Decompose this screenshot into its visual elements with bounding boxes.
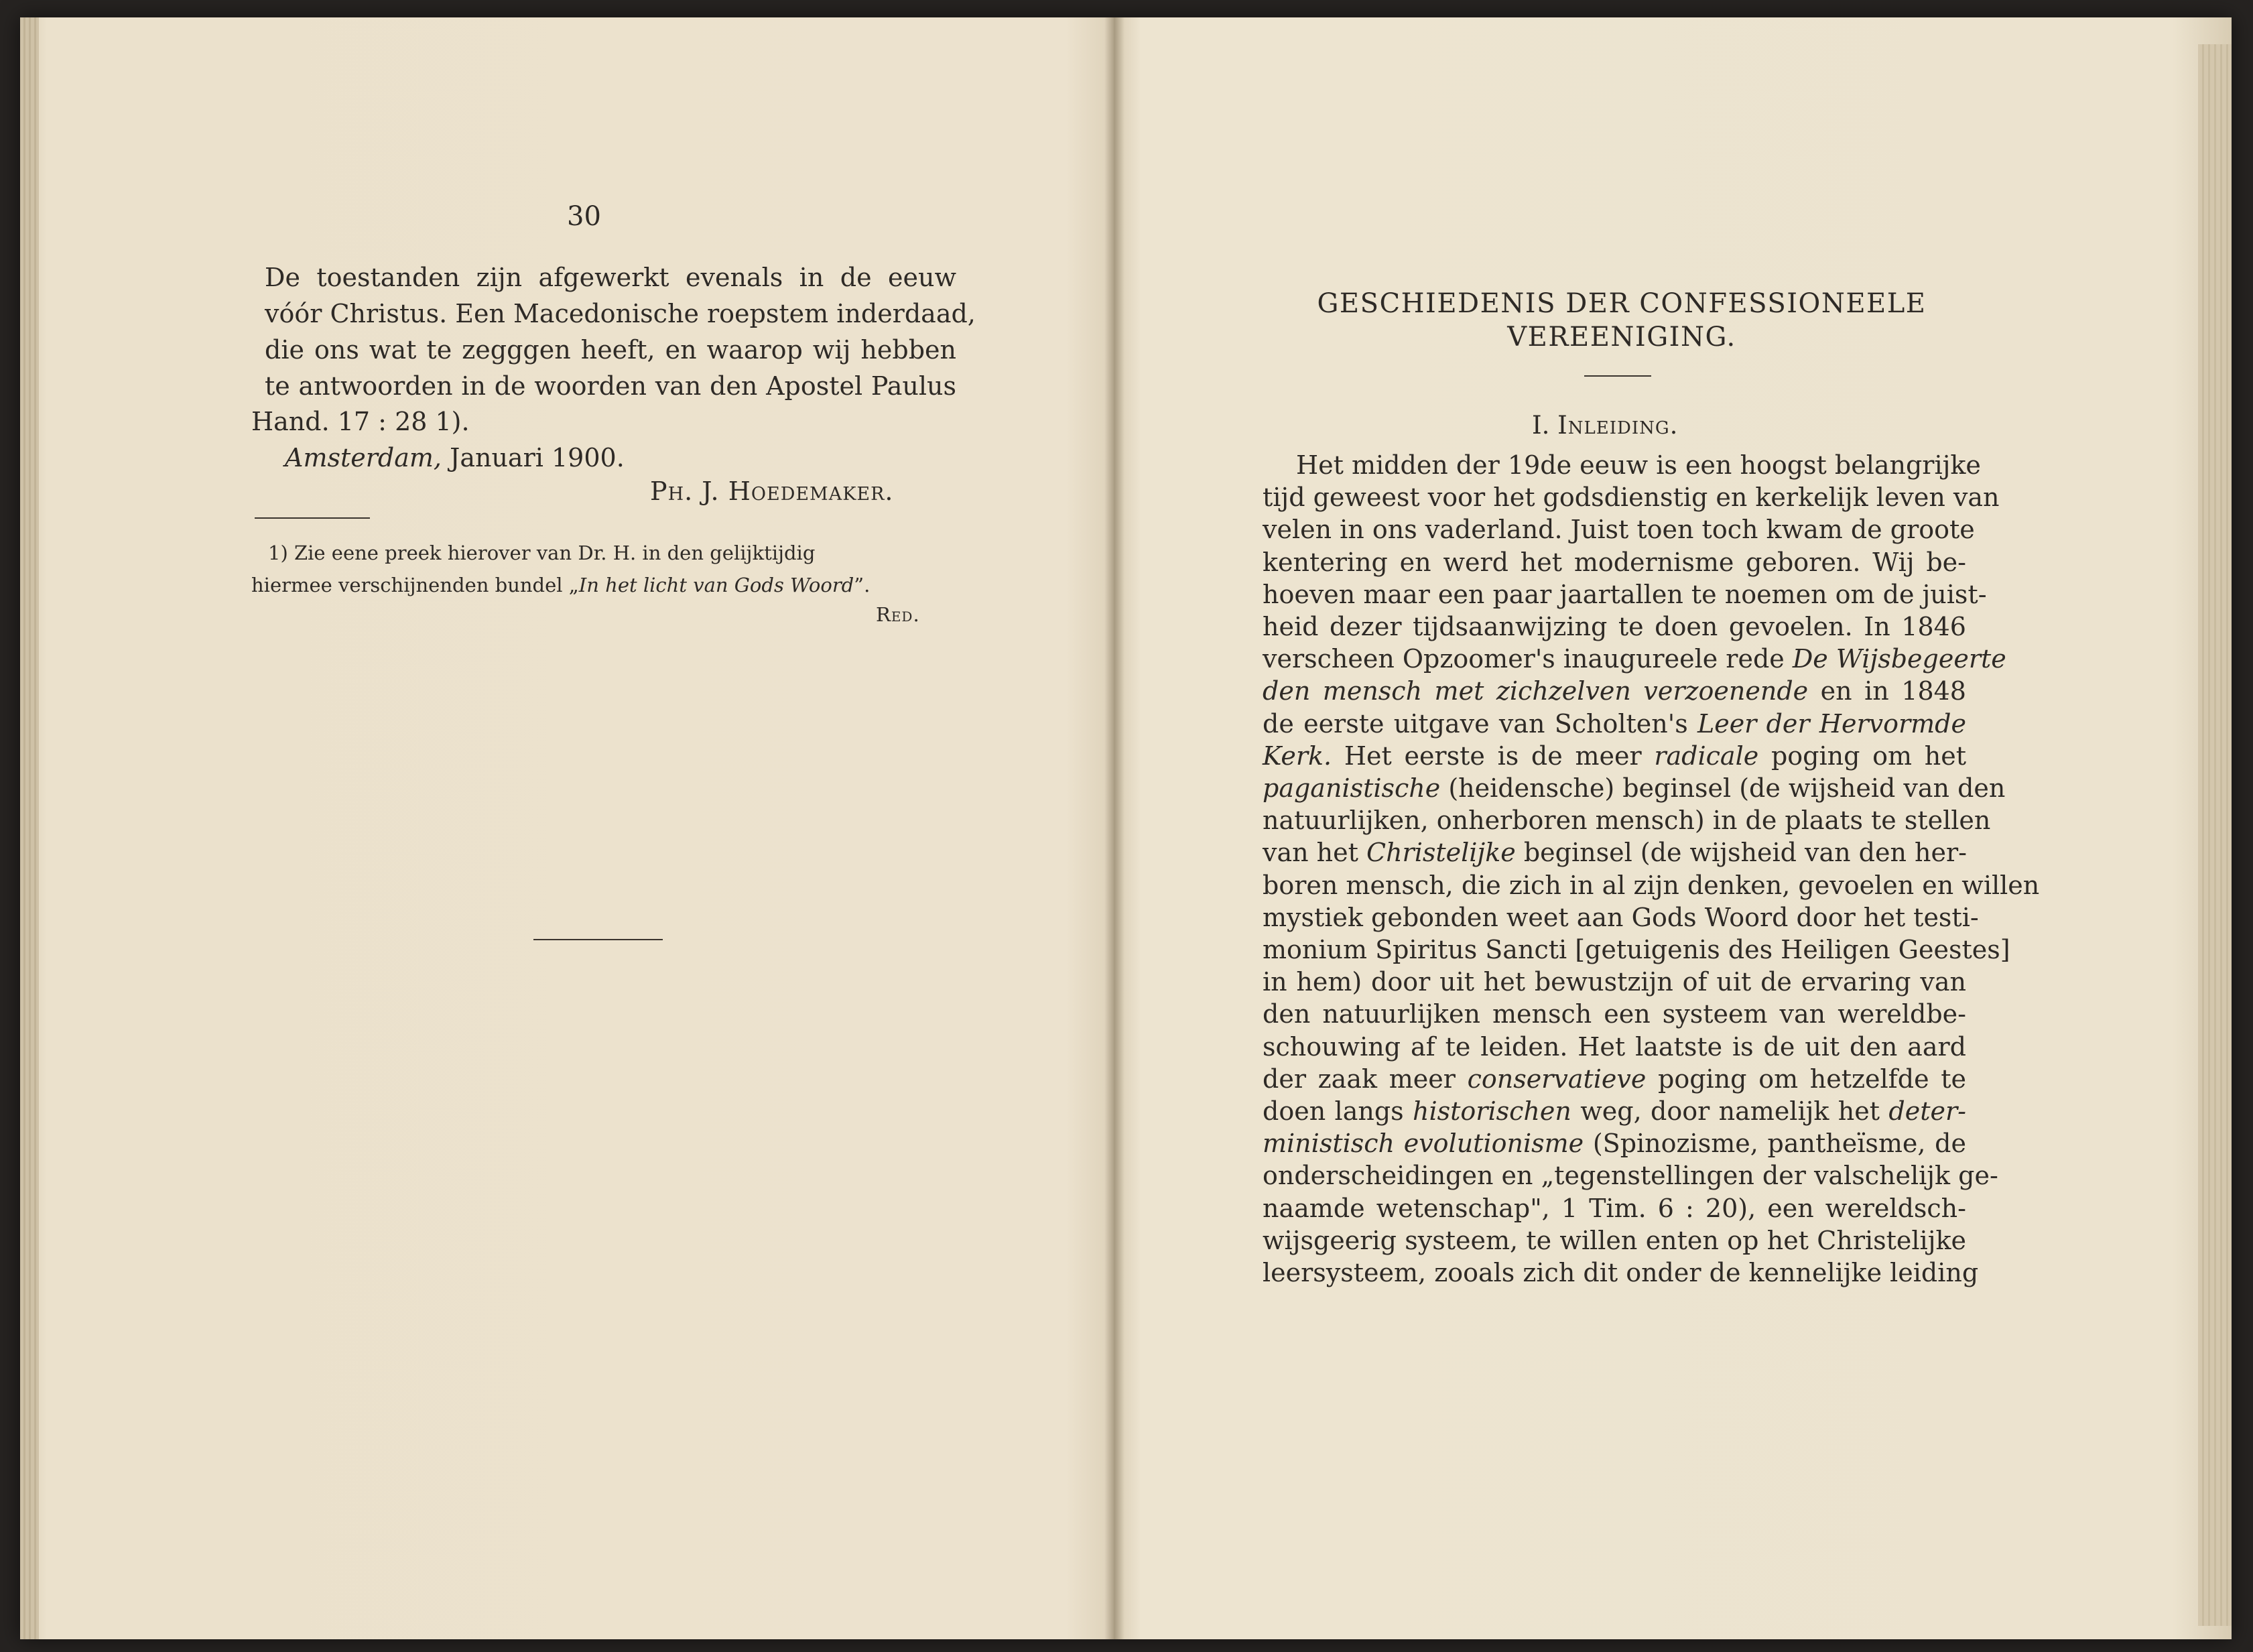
- body-line: [1263, 1226, 1966, 1255]
- italic-text: conservatieve: [1467, 1064, 1647, 1094]
- body-line: [1263, 838, 1966, 867]
- paragraph-line: De toestanden zijn afgewerkt evenals in de eeuw: [265, 263, 956, 292]
- book-gutter: [1104, 17, 1124, 1639]
- italic-text: Kerk.: [1263, 741, 1332, 771]
- left-page-edge: [20, 17, 39, 1639]
- title-rule: [1584, 375, 1651, 377]
- body-text: weg, door namelijk het: [1571, 1096, 1889, 1126]
- body-text: schouwing af te leiden. Het laatste is de uit den aard: [1263, 1032, 1966, 1062]
- body-line: [1263, 644, 2006, 674]
- body-text: beginsel (de wijsheid van den her-: [1515, 838, 1968, 867]
- footnote-text-end: ”.: [854, 574, 871, 596]
- italic-text: radicale: [1654, 741, 1759, 771]
- right-page-edge: [2198, 44, 2232, 1626]
- signature-date-text: Januari 1900.: [450, 443, 625, 472]
- body-text: poging om het: [1758, 741, 1966, 771]
- body-text: hoeven maar een paar jaartallen te noemen om de juist-: [1263, 580, 1987, 609]
- paragraph-line: die ons wat te zegggen heeft, en waarop wij hebben: [265, 335, 956, 365]
- paragraph-line: te antwoorden in de woorden van den Apostel Paulus: [265, 371, 956, 401]
- body-text: wijsgeerig systeem, te willen enten op het Christelijke: [1263, 1226, 1966, 1255]
- chapter-title-line2: VEREENIGING.: [1507, 322, 1736, 353]
- body-line: [1263, 612, 1966, 641]
- body-text: den natuurlijken mensch een systeem van wereldbe-: [1263, 999, 1966, 1029]
- body-line: [1263, 1064, 1966, 1094]
- body-text: leersysteem, zooals zich dit onder de kennelijke leiding: [1263, 1258, 1979, 1287]
- body-text: monium Spiritus Sancti [getuigenis des Heiligen Geestes]: [1263, 935, 2010, 964]
- body-line: [1263, 871, 2040, 900]
- body-line: [1263, 580, 1987, 609]
- section-heading: [1532, 409, 1678, 442]
- italic-text: Leer der Hervormde: [1697, 709, 1966, 739]
- body-line: [1263, 1032, 1966, 1062]
- footnote-book-title: In het licht van Gods Woord: [578, 574, 854, 596]
- body-text: mystiek gebonden weet aan Gods Woord door het testi-: [1263, 903, 1979, 932]
- section-number: I.: [1532, 411, 1550, 440]
- signature-place: Amsterdam,: [285, 443, 442, 472]
- italic-text: Christelijke: [1366, 838, 1516, 867]
- body-line: [1263, 999, 1966, 1029]
- body-text: boren mensch, die zich in al zijn denken, gevoelen en willen: [1263, 871, 2040, 900]
- body-line: [1263, 483, 2000, 512]
- body-text: verscheen Opzoomer's inaugureele rede: [1263, 644, 1793, 674]
- body-line: [1263, 1161, 1998, 1190]
- italic-text: den mensch met zichzelven verzoenende: [1263, 676, 1809, 706]
- paragraph-line: vóór Christus. Een Macedonische roepstem inderdaad,: [265, 299, 976, 328]
- footnote-line: [251, 574, 870, 596]
- body-text: kentering en werd het modernisme geboren. Wij be-: [1263, 548, 1966, 577]
- body-line: [1263, 515, 1975, 544]
- body-line: [1296, 450, 1981, 480]
- body-text: tijd geweest voor het godsdienstig en kerkelijk leven van: [1263, 483, 2000, 512]
- body-line: [1263, 1096, 1966, 1126]
- italic-text: deter-: [1888, 1096, 1966, 1126]
- body-text: doen langs: [1263, 1096, 1413, 1126]
- body-line: [1263, 773, 2006, 803]
- signature-date: [285, 441, 625, 474]
- body-line: [1263, 1129, 1966, 1158]
- italic-text: De Wijsbegeerte: [1792, 644, 2006, 674]
- body-text: heid dezer tijdsaanwijzing te doen gevoelen. In 1846: [1263, 612, 1966, 641]
- body-text: naamde wetenschap", 1 Tim. 6 : 20), een wereldsch-: [1263, 1194, 1966, 1223]
- italic-text: historischen: [1413, 1096, 1571, 1126]
- body-text: (heidensche) beginsel (de wijsheid van den: [1440, 773, 2006, 803]
- body-text: (Spinozisme, pantheïsme, de: [1584, 1129, 1966, 1158]
- section-title: Inleiding.: [1557, 411, 1679, 440]
- body-text: en in 1848: [1808, 676, 1966, 706]
- body-text: velen in ons vaderland. Juist toen toch kwam de groote: [1263, 515, 1975, 544]
- left-page: [20, 17, 1114, 1639]
- chapter-title-line1: GESCHIEDENIS DER CONFESSIONEELE: [1317, 288, 1927, 319]
- footnote-signature: Red.: [876, 603, 920, 626]
- body-text: in hem) door uit het bewustzijn of uit de ervaring van: [1263, 967, 1966, 997]
- body-text: der zaak meer: [1263, 1064, 1468, 1094]
- body-line: [1263, 548, 1966, 577]
- body-text: poging om hetzelfde te: [1646, 1064, 1966, 1094]
- body-line: [1263, 935, 2010, 964]
- body-line: [1263, 1258, 1979, 1287]
- body-line: [1263, 709, 1966, 739]
- body-text: natuurlijken, onherboren mensch) in de plaats te stellen: [1263, 806, 1991, 835]
- body-line: [1263, 741, 1966, 771]
- italic-text: ministisch evolutionisme: [1263, 1129, 1584, 1158]
- body-line: [1263, 806, 1991, 835]
- body-text: Het eerste is de meer: [1332, 741, 1655, 771]
- body-line: [1263, 903, 1979, 932]
- body-text: de eerste uitgave van Scholten's: [1263, 709, 1697, 739]
- footnote-rule: [255, 517, 370, 519]
- footnote-line: 1) Zie eene preek hierover van Dr. H. in den gelijktijdig: [268, 542, 816, 564]
- body-line: [1263, 676, 1966, 706]
- end-rule: [533, 939, 663, 940]
- body-line: [1263, 1194, 1966, 1223]
- body-text: onderscheidingen en „tegenstellingen der valschelijk ge-: [1263, 1161, 1998, 1190]
- italic-text: paganistische: [1263, 773, 1441, 803]
- body-text: Het midden der 19de eeuw is een hoogst belangrijke: [1296, 450, 1981, 480]
- page-number: 30: [567, 201, 601, 232]
- paragraph-last-line: Hand. 17 : 28 1).: [251, 407, 470, 436]
- body-text: van het: [1263, 838, 1366, 867]
- body-line: [1263, 967, 1966, 997]
- footnote-text: hiermee verschijnenden bundel „: [251, 574, 579, 596]
- signature-author: Ph. J. Hoedemaker.: [650, 476, 894, 506]
